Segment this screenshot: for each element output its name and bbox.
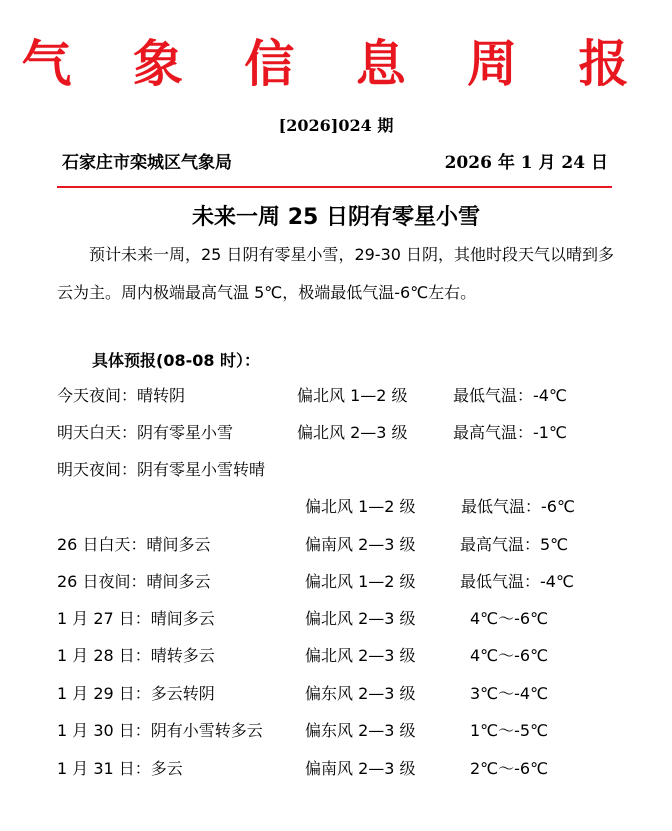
forecast-row <box>0 643 672 667</box>
forecast-temperature: 最低气温：-4℃ <box>460 572 574 591</box>
forecast-row <box>0 681 672 705</box>
forecast-period: 1 月 28 日：晴转多云 <box>57 646 215 665</box>
forecast-row <box>0 718 672 742</box>
issue-date: 2026 年 1 月 24 日 <box>444 153 608 173</box>
forecast-wind: 偏北风 1—2 级 <box>305 572 416 591</box>
forecast-temperature: 3℃～-4℃ <box>470 684 549 703</box>
forecast-temperature: 1℃～-5℃ <box>470 721 549 740</box>
forecast-period: 今天夜间：晴转阴 <box>57 386 186 405</box>
forecast-period: 明天白天：阴有零星小雪 <box>57 423 234 442</box>
forecast-wind: 偏东风 2—3 级 <box>305 684 416 703</box>
forecast-wind: 偏北风 1—2 级 <box>305 497 416 516</box>
forecast-temperature: 4℃～-6℃ <box>470 609 549 628</box>
forecast-temperature: 最高气温：-1℃ <box>453 423 567 442</box>
forecast-row <box>0 569 672 593</box>
forecast-wind: 偏北风 1—2 级 <box>297 386 408 405</box>
forecast-temperature: 2℃～-6℃ <box>470 759 549 778</box>
forecast-temperature: 最高气温：5℃ <box>460 535 569 554</box>
forecast-wind: 偏南风 2—3 级 <box>305 535 416 554</box>
forecast-period: 26 日夜间：晴间多云 <box>57 572 211 591</box>
report-title: 气 象 信 息 周 报 <box>21 35 651 93</box>
forecast-row <box>0 420 672 444</box>
forecast-row <box>0 457 672 481</box>
forecast-period: 26 日白天：晴间多云 <box>57 535 211 554</box>
summary-paragraph: 预计未来一周，25 日阴有零星小雪，29-30 日阴，其他时段天气以晴到多云为主。周内极端最高气温 5℃，极端最低气温-6℃左右。 <box>57 245 615 302</box>
forecast-temperature: 最低气温：-6℃ <box>461 497 575 516</box>
forecast-wind: 偏北风 2—3 级 <box>305 609 416 628</box>
issuing-organization: 石家庄市栾城区气象局 <box>62 153 232 173</box>
issue-number: [2026]024 期 <box>278 116 394 135</box>
forecast-period: 1 月 30 日：阴有小雪转多云 <box>57 721 263 740</box>
forecast-period: 1 月 31 日：多云 <box>57 759 183 778</box>
forecast-wind: 偏东风 2—3 级 <box>305 721 416 740</box>
headline: 未来一周 25 日阴有零星小雪 <box>192 205 480 230</box>
forecast-period: 1 月 29 日：多云转阴 <box>57 684 215 703</box>
forecast-wind: 偏北风 2—3 级 <box>305 646 416 665</box>
forecast-row <box>0 756 672 780</box>
header-divider <box>57 186 612 188</box>
forecast-row <box>0 532 672 556</box>
forecast-section-title: 具体预报(08-08 时）： <box>92 351 261 370</box>
forecast-temperature: 最低气温：-4℃ <box>453 386 567 405</box>
forecast-row <box>0 494 672 518</box>
forecast-period: 明天夜间：阴有零星小雪转晴 <box>57 460 266 479</box>
forecast-row <box>0 383 672 407</box>
forecast-period: 1 月 27 日：晴间多云 <box>57 609 215 628</box>
forecast-wind: 偏北风 2—3 级 <box>297 423 408 442</box>
forecast-wind: 偏南风 2—3 级 <box>305 759 416 778</box>
forecast-row <box>0 606 672 630</box>
forecast-temperature: 4℃～-6℃ <box>470 646 549 665</box>
